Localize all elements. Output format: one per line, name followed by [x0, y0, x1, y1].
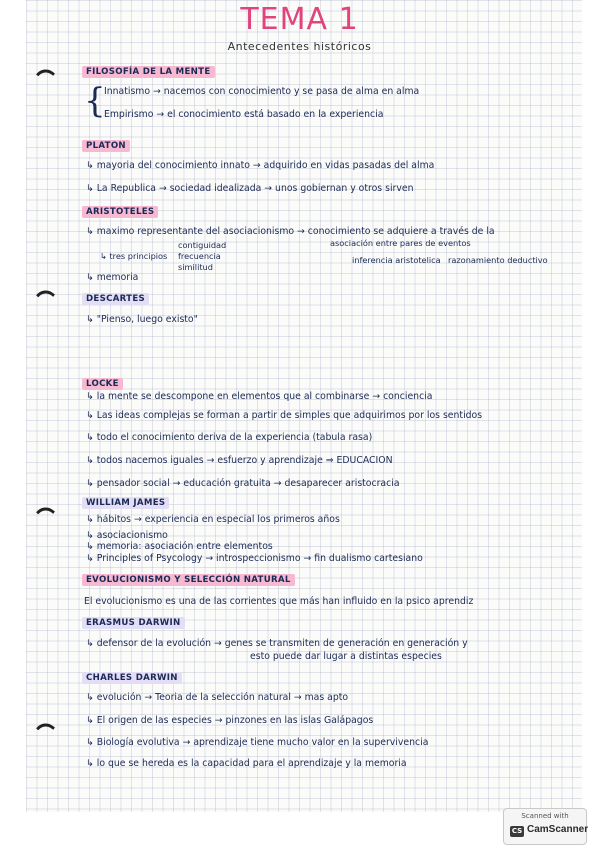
- section-heading-william-james: WILLIAM JAMES: [82, 497, 169, 509]
- note-line: ↳ defensor de la evolución → genes se transmiten de generación en generación y: [86, 638, 468, 649]
- note-line: ↳ la mente se descompone en elementos que al combinarse → conciencia: [86, 391, 433, 402]
- notebook-page: [26, 0, 582, 812]
- note-line: similitud: [178, 262, 213, 272]
- note-line: ↳ La Republica → sociedad idealizada → unos gobiernan y otros sirven: [86, 183, 414, 194]
- note-line: asociación entre pares de eventos: [330, 238, 471, 248]
- camscanner-watermark: [503, 808, 587, 845]
- note-line: contiguidad: [178, 240, 227, 250]
- note-line: ↳ memoria: [86, 272, 139, 283]
- note-line: ↳ hábitos → experiencia en especial los primeros años: [86, 514, 340, 525]
- note-line: ↳ tres principios: [100, 251, 168, 261]
- note-line: ↳ "Pienso, luego existo": [86, 314, 198, 325]
- note-line: razonamiento deductivo: [448, 255, 548, 265]
- section-heading-platon: PLATON: [82, 140, 130, 152]
- note-line: ↳ Biología evolutiva → aprendizaje tiene mucho valor en la supervivencia: [86, 737, 429, 748]
- section-heading-locke: LOCKE: [82, 378, 123, 390]
- note-line: ↳ Principles of Psycology → introspeccionismo → fin dualismo cartesiano: [86, 553, 423, 564]
- note-line: ↳ maximo representante del asociacionismo → conocimiento se adquiere a través de la: [86, 226, 495, 237]
- note-line: Innatismo → nacemos con conocimiento y se pasa de alma en alma: [104, 86, 420, 97]
- note-line: ↳ mayoria del conocimiento innato → adquirido en vidas pasadas del alma: [86, 160, 435, 171]
- note-line: frecuencia: [178, 251, 221, 261]
- page-subtitle: Antecedentes históricos: [227, 40, 372, 53]
- note-line: Empirismo → el conocimiento está basado en la experiencia: [104, 109, 384, 120]
- note-line: inferencia aristotelica: [352, 255, 441, 265]
- section-heading-aristoteles: ARISTOTELES: [82, 206, 158, 218]
- note-line: esto puede dar lugar a distintas especies: [250, 651, 442, 662]
- note-line: ↳ todo el conocimiento deriva de la experiencia (tabula rasa): [86, 432, 373, 443]
- note-line: El evolucionismo es una de las corrientes que más han influido en la psico aprendiz: [84, 596, 474, 607]
- note-line: ↳ asociacionismo: [86, 530, 168, 541]
- note-line: ↳ memoria: asociación entre elementos: [86, 541, 273, 552]
- note-line: ↳ Las ideas complejas se forman a partir de simples que adquirimos por los sentidos: [86, 410, 483, 421]
- watermark-brand: CamScanner: [527, 824, 589, 835]
- note-line: ↳ todos nacemos iguales → esfuerzo y aprendizaje ⇒ EDUCACION: [86, 455, 393, 466]
- note-line: ↳ pensador social → educación gratuita → desaparecer aristocracia: [86, 478, 400, 489]
- camscanner-logo-icon: CS: [511, 827, 523, 835]
- section-heading-evolucionismo: EVOLUCIONISMO Y SELECCIÓN NATURAL: [82, 574, 295, 586]
- page-title: TEMA 1: [240, 2, 359, 37]
- section-heading-charles-darwin: CHARLES DARWIN: [82, 672, 182, 684]
- section-heading-erasmus-darwin: ERASMUS DARWIN: [82, 617, 185, 629]
- section-heading-descartes: DESCARTES: [82, 293, 149, 305]
- watermark-caption: Scanned with: [521, 812, 569, 820]
- section-heading-filosofia: FILOSOFÍA DE LA MENTE: [82, 66, 215, 78]
- note-line: ↳ evolución → Teoria de la selección natural → mas apto: [86, 692, 349, 703]
- note-line: ↳ El origen de las especies → pinzones en las islas Galápagos: [86, 715, 374, 726]
- note-line: ↳ lo que se hereda es la capacidad para el aprendizaje y la memoria: [86, 758, 407, 769]
- brace-icon: {: [84, 81, 106, 121]
